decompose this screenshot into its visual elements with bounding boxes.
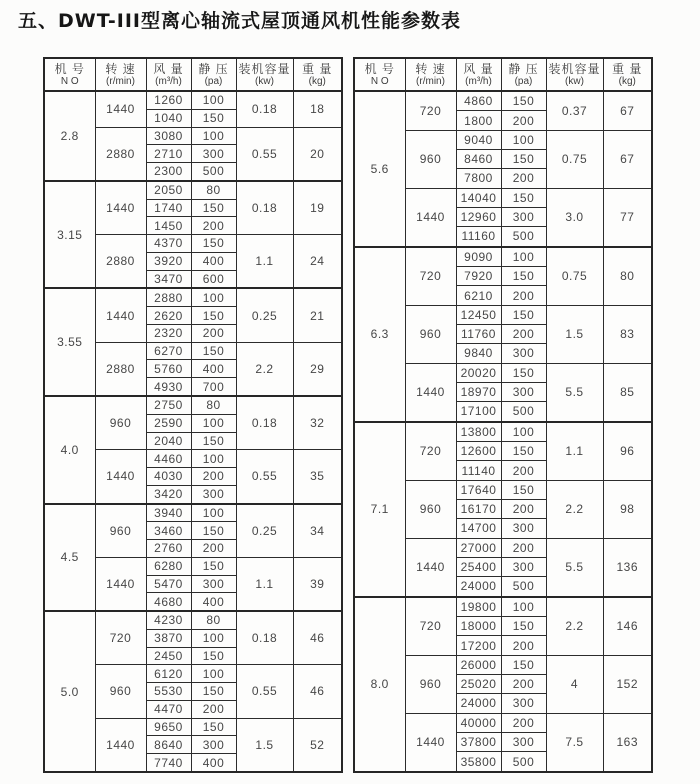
power-cell: 0.18 [236, 396, 293, 450]
pressure-cell: 200 [191, 324, 236, 342]
col-header-speed [405, 58, 456, 91]
pressure-cell: 100 [501, 130, 546, 149]
pressure-cell: 150 [191, 557, 236, 575]
airflow-cell: 1260 [146, 91, 191, 109]
col-header-name: 重 量 [302, 61, 333, 76]
pressure-cell: 400 [191, 593, 236, 611]
airflow-cell: 3870 [146, 629, 191, 647]
weight-cell: 18 [293, 91, 342, 127]
pressure-cell: 300 [501, 732, 546, 751]
power-cell: 0.55 [236, 450, 293, 504]
pressure-cell: 150 [501, 442, 546, 461]
pressure-cell: 80 [191, 181, 236, 199]
airflow-cell: 2620 [146, 307, 191, 325]
power-cell: 0.75 [546, 247, 603, 306]
power-cell: 5.5 [546, 363, 603, 422]
col-header-unit: (pa) [514, 75, 533, 87]
airflow-cell: 2590 [146, 414, 191, 432]
speed-cell: 1440 [405, 363, 456, 422]
airflow-cell: 9650 [146, 718, 191, 736]
speed-cell: 960 [405, 655, 456, 713]
pressure-cell: 150 [191, 109, 236, 127]
table-row [44, 181, 342, 199]
col-header-unit: (kw) [255, 75, 274, 87]
pressure-cell: 100 [501, 597, 546, 617]
weight-cell: 20 [293, 127, 342, 181]
speed-cell: 960 [405, 480, 456, 538]
col-header-unit: (pa) [204, 75, 223, 87]
col-header-unit: (kg) [308, 75, 326, 87]
power-cell: 5.5 [546, 538, 603, 597]
speed-cell: 1440 [95, 288, 146, 342]
col-header-name: 装机容量 [548, 61, 601, 76]
airflow-cell: 12600 [456, 442, 501, 461]
power-cell: 2.2 [546, 480, 603, 538]
airflow-cell: 9040 [456, 130, 501, 149]
pressure-cell: 300 [501, 207, 546, 226]
pressure-cell: 300 [501, 519, 546, 538]
power-cell: 0.18 [236, 611, 293, 665]
airflow-cell: 2450 [146, 647, 191, 665]
weight-cell: 19 [293, 181, 342, 235]
pressure-cell: 150 [191, 683, 236, 701]
pressure-cell: 200 [191, 217, 236, 235]
pressure-cell: 600 [191, 270, 236, 288]
pressure-cell: 300 [501, 557, 546, 576]
pressure-cell: 200 [501, 286, 546, 305]
airflow-cell: 35800 [456, 752, 501, 772]
power-cell: 0.37 [546, 91, 603, 130]
pressure-cell: 100 [191, 450, 236, 468]
col-header-weight [603, 58, 652, 91]
col-header-name: 重 量 [612, 61, 643, 76]
pressure-cell: 150 [191, 647, 236, 665]
airflow-cell: 26000 [456, 655, 501, 674]
speed-cell: 960 [405, 305, 456, 363]
speed-cell: 2880 [95, 342, 146, 396]
power-cell: 0.18 [236, 91, 293, 127]
weight-cell: 39 [293, 557, 342, 611]
pressure-cell: 200 [501, 111, 546, 130]
airflow-cell: 4460 [146, 450, 191, 468]
weight-cell: 34 [293, 504, 342, 558]
airflow-cell: 4470 [146, 700, 191, 718]
airflow-cell: 4230 [146, 611, 191, 629]
pressure-cell: 150 [501, 91, 546, 111]
airflow-cell: 13800 [456, 422, 501, 442]
col-header-name: 转 速 [415, 61, 446, 76]
airflow-cell: 1800 [456, 111, 501, 130]
pressure-cell: 150 [191, 432, 236, 450]
pressure-cell: 100 [191, 629, 236, 647]
weight-cell: 152 [603, 655, 652, 713]
weight-cell: 80 [603, 247, 652, 306]
pressure-cell: 150 [501, 655, 546, 674]
power-cell: 0.55 [236, 665, 293, 718]
power-cell: 1.5 [546, 305, 603, 363]
pressure-cell: 150 [501, 480, 546, 499]
col-header-name: 风 量 [463, 61, 494, 76]
speed-cell: 1440 [95, 557, 146, 611]
table-row [44, 288, 342, 306]
tables-container [43, 57, 653, 773]
airflow-cell: 14040 [456, 188, 501, 207]
weight-cell: 85 [603, 363, 652, 422]
pressure-cell: 200 [501, 675, 546, 694]
col-header-name: 风 量 [153, 61, 184, 76]
speed-cell: 960 [95, 665, 146, 718]
airflow-cell: 14700 [456, 519, 501, 538]
airflow-cell: 3080 [146, 127, 191, 145]
col-header-pressure [191, 58, 236, 91]
pressure-cell: 150 [501, 150, 546, 169]
pressure-cell: 100 [191, 288, 236, 306]
airflow-cell: 8640 [146, 736, 191, 754]
power-cell: 0.18 [236, 181, 293, 235]
col-header-name: 转 速 [105, 61, 136, 76]
speed-cell: 960 [95, 396, 146, 450]
table-row [44, 611, 342, 629]
weight-cell: 24 [293, 235, 342, 289]
col-header-power [236, 58, 293, 91]
model-cell: 5.0 [44, 611, 95, 772]
spec-table-right [353, 57, 653, 773]
airflow-cell: 17100 [456, 402, 501, 422]
pressure-cell: 100 [501, 247, 546, 267]
col-header-airflow [146, 58, 191, 91]
airflow-cell: 3420 [146, 485, 191, 503]
pressure-cell: 150 [501, 188, 546, 207]
col-header-unit: (kw) [565, 75, 584, 87]
airflow-cell: 2750 [146, 396, 191, 414]
power-cell: 0.75 [546, 130, 603, 188]
weight-cell: 146 [603, 597, 652, 656]
pressure-cell: 100 [501, 422, 546, 442]
pressure-cell: 150 [501, 617, 546, 636]
pressure-cell: 80 [191, 611, 236, 629]
col-header-unit: (m³/h) [155, 75, 182, 87]
table-row [354, 247, 652, 267]
power-cell: 1.1 [236, 235, 293, 289]
table-row [44, 504, 342, 522]
airflow-cell: 18000 [456, 617, 501, 636]
col-header-airflow [456, 58, 501, 91]
pressure-cell: 200 [501, 325, 546, 344]
airflow-cell: 4930 [146, 378, 191, 396]
speed-cell: 1440 [405, 713, 456, 772]
airflow-cell: 7800 [456, 169, 501, 188]
model-cell: 6.3 [354, 247, 405, 422]
airflow-cell: 3940 [146, 504, 191, 522]
weight-cell: 96 [603, 422, 652, 481]
power-cell: 4 [546, 655, 603, 713]
weight-cell: 67 [603, 91, 652, 130]
power-cell: 0.25 [236, 288, 293, 342]
pressure-cell: 500 [191, 163, 236, 181]
speed-cell: 720 [405, 422, 456, 481]
table-row [44, 396, 342, 414]
pressure-cell: 150 [501, 363, 546, 382]
pressure-cell: 200 [501, 713, 546, 732]
pressure-cell: 300 [191, 736, 236, 754]
speed-cell: 720 [405, 91, 456, 130]
airflow-cell: 11160 [456, 227, 501, 247]
airflow-cell: 25400 [456, 557, 501, 576]
power-cell: 7.5 [546, 713, 603, 772]
airflow-cell: 3920 [146, 252, 191, 270]
pressure-cell: 500 [501, 752, 546, 772]
pressure-cell: 150 [191, 522, 236, 540]
pressure-cell: 200 [191, 540, 236, 558]
col-header-unit: (kg) [618, 75, 636, 87]
speed-cell: 1440 [405, 188, 456, 247]
pressure-cell: 500 [501, 227, 546, 247]
airflow-cell: 2760 [146, 540, 191, 558]
model-cell: 8.0 [354, 597, 405, 772]
col-header-unit: N O [60, 75, 79, 87]
pressure-cell: 150 [191, 235, 236, 253]
power-cell: 2.2 [236, 342, 293, 396]
pressure-cell: 200 [501, 500, 546, 519]
airflow-cell: 8460 [456, 150, 501, 169]
col-header-name: 静 压 [508, 61, 539, 76]
pressure-cell: 100 [191, 665, 236, 683]
col-header-name: 装机容量 [238, 61, 291, 76]
power-cell: 3.0 [546, 188, 603, 247]
airflow-cell: 12450 [456, 305, 501, 324]
pressure-cell: 150 [191, 718, 236, 736]
airflow-cell: 6120 [146, 665, 191, 683]
pressure-cell: 700 [191, 378, 236, 396]
power-cell: 0.25 [236, 504, 293, 558]
airflow-cell: 19800 [456, 597, 501, 617]
col-header-model [354, 58, 405, 91]
pressure-cell: 150 [191, 199, 236, 217]
airflow-cell: 2050 [146, 181, 191, 199]
col-header-unit: N O [370, 75, 389, 87]
airflow-cell: 5760 [146, 360, 191, 378]
page-title: 五、DWT-III型离心轴流式屋顶通风机性能参数表 [18, 10, 461, 32]
model-cell: 2.8 [44, 91, 95, 181]
airflow-cell: 3460 [146, 522, 191, 540]
airflow-cell: 17640 [456, 480, 501, 499]
airflow-cell: 16170 [456, 500, 501, 519]
airflow-cell: 9090 [456, 247, 501, 267]
pressure-cell: 400 [191, 360, 236, 378]
col-header-name: 机 号 [54, 61, 85, 76]
col-header-unit: (r/min) [416, 75, 445, 87]
speed-cell: 720 [95, 611, 146, 665]
weight-cell: 29 [293, 342, 342, 396]
table-row [354, 91, 652, 111]
col-header-model [44, 58, 95, 91]
table-row [354, 597, 652, 617]
weight-cell: 52 [293, 718, 342, 772]
table-row [44, 91, 342, 109]
pressure-cell: 100 [191, 414, 236, 432]
pressure-cell: 100 [191, 91, 236, 109]
pressure-cell: 200 [501, 169, 546, 188]
airflow-cell: 11140 [456, 461, 501, 480]
airflow-cell: 5530 [146, 683, 191, 701]
weight-cell: 83 [603, 305, 652, 363]
speed-cell: 720 [405, 597, 456, 656]
airflow-cell: 24000 [456, 694, 501, 713]
airflow-cell: 6210 [456, 286, 501, 305]
model-cell: 7.1 [354, 422, 405, 597]
speed-cell: 2880 [95, 235, 146, 289]
pressure-cell: 150 [191, 342, 236, 360]
spec-table-left [43, 57, 343, 773]
pressure-cell: 150 [501, 305, 546, 324]
model-cell: 3.15 [44, 181, 95, 289]
model-cell: 5.6 [354, 91, 405, 247]
weight-cell: 67 [603, 130, 652, 188]
pressure-cell: 300 [501, 382, 546, 401]
airflow-cell: 2320 [146, 324, 191, 342]
pressure-cell: 300 [191, 485, 236, 503]
col-header-weight [293, 58, 342, 91]
airflow-cell: 4370 [146, 235, 191, 253]
pressure-cell: 400 [191, 252, 236, 270]
table-row [354, 422, 652, 442]
airflow-cell: 6280 [146, 557, 191, 575]
power-cell: 2.2 [546, 597, 603, 656]
col-header-unit: (r/min) [106, 75, 135, 87]
airflow-cell: 4860 [456, 91, 501, 111]
airflow-cell: 3470 [146, 270, 191, 288]
pressure-cell: 200 [191, 700, 236, 718]
col-header-power [546, 58, 603, 91]
col-header-name: 静 压 [198, 61, 229, 76]
weight-cell: 163 [603, 713, 652, 772]
airflow-cell: 1450 [146, 217, 191, 235]
pressure-cell: 400 [191, 754, 236, 772]
weight-cell: 21 [293, 288, 342, 342]
pressure-cell: 300 [191, 145, 236, 163]
pressure-cell: 150 [191, 307, 236, 325]
airflow-cell: 7920 [456, 267, 501, 286]
weight-cell: 32 [293, 396, 342, 450]
airflow-cell: 4680 [146, 593, 191, 611]
speed-cell: 960 [95, 504, 146, 558]
speed-cell: 1440 [95, 718, 146, 772]
airflow-cell: 7740 [146, 754, 191, 772]
airflow-cell: 4030 [146, 467, 191, 485]
power-cell: 1.1 [546, 422, 603, 481]
airflow-cell: 2880 [146, 288, 191, 306]
pressure-cell: 150 [501, 267, 546, 286]
speed-cell: 1440 [95, 450, 146, 504]
model-cell: 4.5 [44, 504, 95, 612]
pressure-cell: 500 [501, 577, 546, 597]
speed-cell: 960 [405, 130, 456, 188]
weight-cell: 77 [603, 188, 652, 247]
model-cell: 3.55 [44, 288, 95, 396]
airflow-cell: 11760 [456, 325, 501, 344]
airflow-cell: 5470 [146, 575, 191, 593]
weight-cell: 46 [293, 611, 342, 665]
speed-cell: 1440 [405, 538, 456, 597]
airflow-cell: 1740 [146, 199, 191, 217]
col-header-pressure [501, 58, 546, 91]
pressure-cell: 500 [501, 402, 546, 422]
col-header-unit: (m³/h) [465, 75, 492, 87]
power-cell: 0.55 [236, 127, 293, 181]
airflow-cell: 2300 [146, 163, 191, 181]
pressure-cell: 300 [501, 344, 546, 363]
speed-cell: 1440 [95, 91, 146, 127]
airflow-cell: 2710 [146, 145, 191, 163]
pressure-cell: 200 [501, 636, 546, 655]
airflow-cell: 6270 [146, 342, 191, 360]
pressure-cell: 200 [191, 467, 236, 485]
airflow-cell: 2040 [146, 432, 191, 450]
airflow-cell: 12960 [456, 207, 501, 226]
airflow-cell: 1040 [146, 109, 191, 127]
speed-cell: 1440 [95, 181, 146, 235]
airflow-cell: 40000 [456, 713, 501, 732]
pressure-cell: 200 [501, 461, 546, 480]
power-cell: 1.5 [236, 718, 293, 772]
pressure-cell: 200 [501, 538, 546, 557]
airflow-cell: 25020 [456, 675, 501, 694]
col-header-name: 机 号 [364, 61, 395, 76]
weight-cell: 46 [293, 665, 342, 718]
airflow-cell: 37800 [456, 732, 501, 751]
model-cell: 4.0 [44, 396, 95, 504]
weight-cell: 98 [603, 480, 652, 538]
header-row [354, 58, 652, 91]
pressure-cell: 100 [191, 127, 236, 145]
airflow-cell: 9840 [456, 344, 501, 363]
col-header-speed [95, 58, 146, 91]
pressure-cell: 300 [191, 575, 236, 593]
speed-cell: 2880 [95, 127, 146, 181]
airflow-cell: 18970 [456, 382, 501, 401]
power-cell: 1.1 [236, 557, 293, 611]
weight-cell: 136 [603, 538, 652, 597]
airflow-cell: 27000 [456, 538, 501, 557]
weight-cell: 35 [293, 450, 342, 504]
speed-cell: 720 [405, 247, 456, 306]
pressure-cell: 80 [191, 396, 236, 414]
airflow-cell: 20020 [456, 363, 501, 382]
header-row [44, 58, 342, 91]
airflow-cell: 24000 [456, 577, 501, 597]
pressure-cell: 100 [191, 504, 236, 522]
airflow-cell: 17200 [456, 636, 501, 655]
pressure-cell: 300 [501, 694, 546, 713]
